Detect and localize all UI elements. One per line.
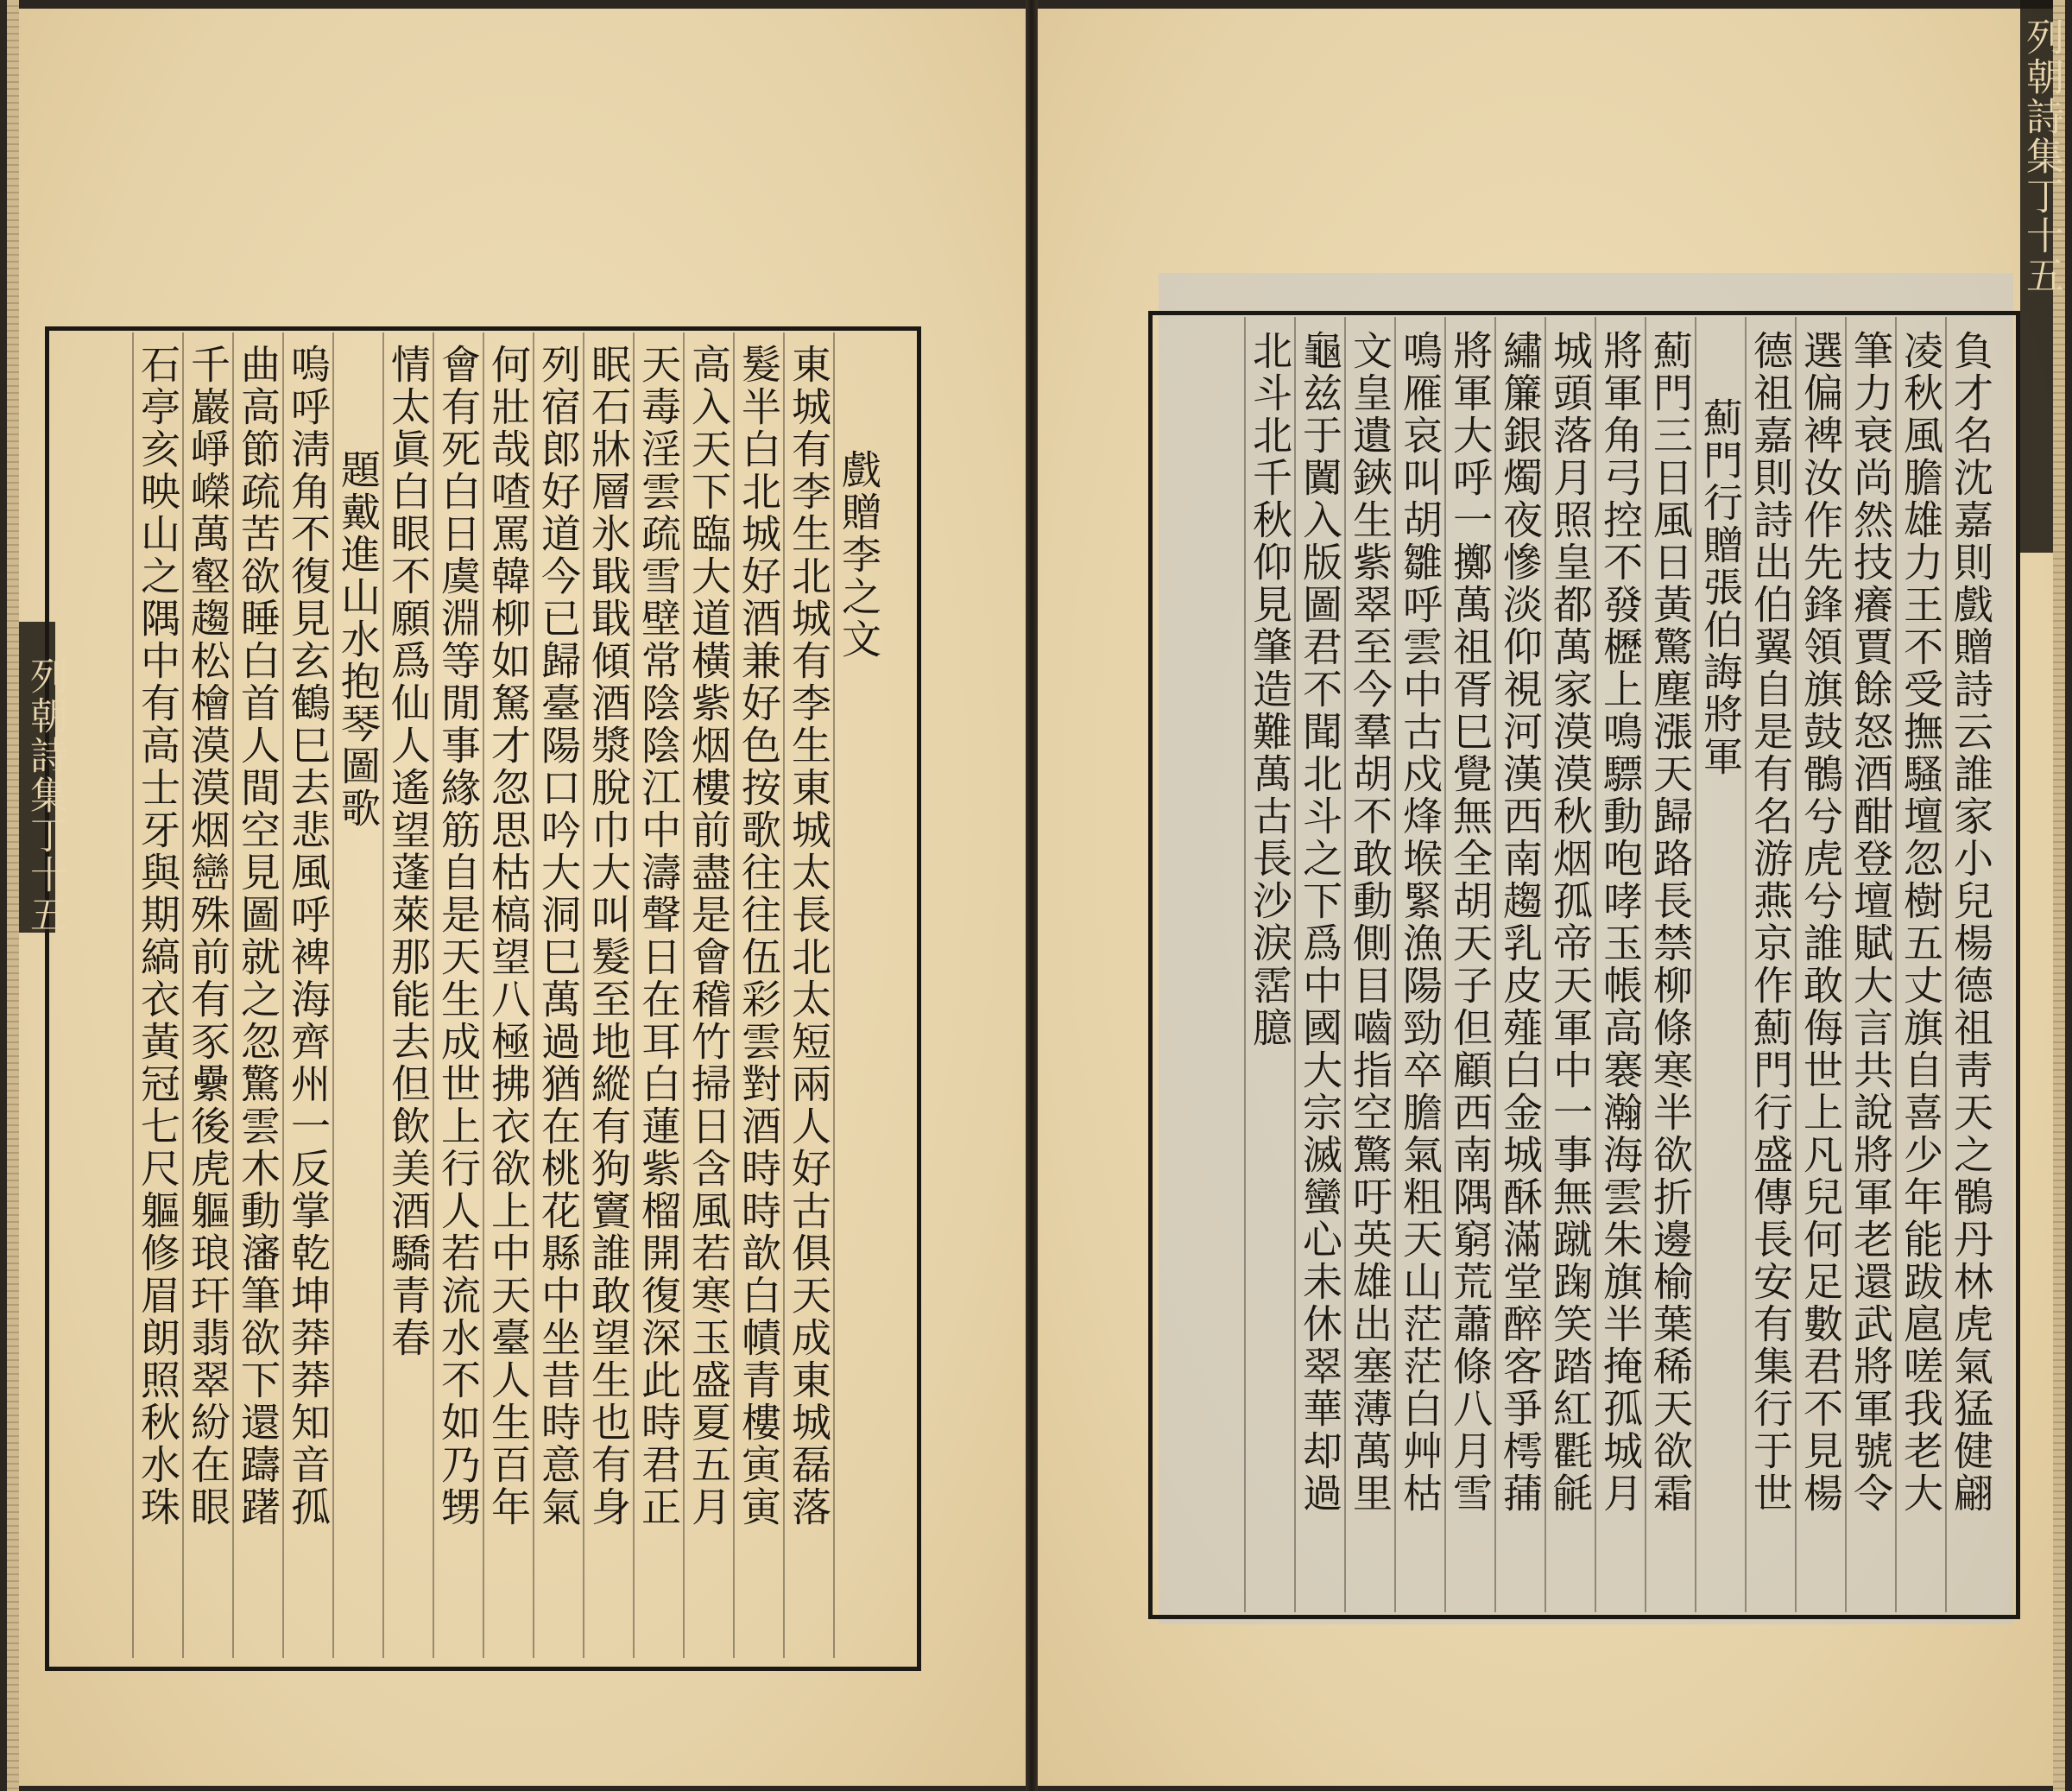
column-rule bbox=[332, 332, 334, 1658]
poem-line: 何壯哉喳罵韓柳如駑才忽思枯槁望八極拂衣欲上中天臺人生百年 bbox=[485, 344, 532, 1528]
column-rule bbox=[182, 332, 184, 1658]
poem-line: 情太眞白眼不願爲仙人遙望蓬萊那能去但飲美酒驕青春 bbox=[385, 344, 432, 1359]
column-rule bbox=[1795, 317, 1797, 1612]
column-rule bbox=[583, 332, 584, 1658]
column-rule bbox=[1545, 317, 1546, 1612]
column-rule bbox=[382, 332, 384, 1658]
poem-line: 龜兹于闐入版圖君不聞北斗之下爲中國大宗滅蠻心未休翠華却過 bbox=[1297, 330, 1343, 1515]
poem-line: 曲高節疏苦欲睡白首人間空見圖就之忽驚雲木動瀋筆欲下還躊躇 bbox=[235, 344, 281, 1528]
poem-subtitle: 題戴進山水抱琴圖歌 bbox=[335, 449, 382, 830]
poem-line: 千巖崢嶸萬壑趨松檜漠漠烟巒殊前有豕纍後虎軀琅玕翡翠紛在眼 bbox=[185, 344, 231, 1528]
poem-line: 鳴雁哀叫胡雛呼雲中古戍烽堠緊漁陽勁卒膽氣粗天山茫茫白艸枯 bbox=[1397, 330, 1443, 1515]
poem-line: 東城有李生北城有李生東城太長北太短兩人好古俱天成東城磊落 bbox=[786, 344, 832, 1528]
poem-line: 繡簾銀燭夜慘淡仰視河漢西南趨乳皮薤白金城酥滿堂醉客爭樗蒱 bbox=[1497, 330, 1544, 1515]
intro-line: 德祖嘉則詩出伯翼自是有名游燕京作薊門行盛傳長安有集行于世 bbox=[1747, 330, 1794, 1515]
poem-title: 薊門行贈張伯誨將軍 bbox=[1697, 397, 1744, 778]
book-gutter bbox=[1026, 0, 1038, 1791]
column-rule bbox=[232, 332, 234, 1658]
column-rule bbox=[1244, 317, 1246, 1612]
column-rule bbox=[733, 332, 735, 1658]
intro-line: 負才名沈嘉則戲贈詩云誰家小兒楊德祖靑天之鶻丹林虎氣猛健翩 bbox=[1948, 330, 1994, 1515]
column-rule bbox=[1945, 317, 1947, 1612]
column-rule bbox=[132, 332, 134, 1658]
poem-line: 將軍角弓控不發櫪上鳴驃動咆哮玉帳高褰瀚海雲朱旗半掩孤城月 bbox=[1597, 330, 1644, 1515]
column-rule bbox=[1595, 317, 1596, 1612]
poem-line: 薊門三日風日黃驚塵漲天歸路長禁柳條寒半欲折邊榆葉稀天欲霜 bbox=[1647, 330, 1694, 1515]
poem-line: 列宿郎好道今已歸臺陽口吟大洞巳萬過猶在桃花縣中坐昔時意氣 bbox=[535, 344, 582, 1528]
column-rule bbox=[683, 332, 685, 1658]
poem-title: 戲贈李之文 bbox=[836, 449, 882, 661]
poem-line: 眠石牀層氷戢戢傾酒漿脫巾大叫髮至地縱有狗竇誰敢望生也有身 bbox=[585, 344, 632, 1528]
column-rule bbox=[282, 332, 284, 1658]
column-rule bbox=[1745, 317, 1747, 1612]
column-rule bbox=[1294, 317, 1296, 1612]
intro-line: 筆力衰尚然技癢賈餘怒酒酣登壇賦大言共說將軍老還武將軍號令 bbox=[1848, 330, 1894, 1515]
column-rule bbox=[1494, 317, 1496, 1612]
poem-line: 北斗北千秋仰見肇造難萬古長沙淚霑臆 bbox=[1247, 330, 1293, 1049]
right-margin-text: 列朝詩集丁十五 bbox=[2019, 17, 2063, 295]
column-rule bbox=[1845, 317, 1847, 1612]
poem-line: 會有死白日虞淵等閒事緣筋自是天生成世上行人若流水不如乃甥 bbox=[435, 344, 482, 1528]
column-rule bbox=[1895, 317, 1897, 1612]
column-rule bbox=[533, 332, 534, 1658]
intro-line: 凌秋風膽雄力王不受撫騷壇忽樹五丈旗自喜少年能跋扈嗟我老大 bbox=[1898, 330, 1944, 1515]
column-rule bbox=[1444, 317, 1446, 1612]
poem-line: 文皇遺鋏生紫翠至今羣胡不敢動側目嚙指空驚吁英雄出塞薄萬里 bbox=[1347, 330, 1393, 1515]
column-rule bbox=[833, 332, 835, 1658]
column-rule bbox=[433, 332, 434, 1658]
column-rule bbox=[1645, 317, 1646, 1612]
poem-line: 城頭落月照皇都萬家漠漠秋烟孤帝天軍中一事無蹴踘笑踏紅氍毹 bbox=[1547, 330, 1594, 1515]
left-margin-text: 列朝詩集丁十五 bbox=[23, 656, 67, 934]
column-rule bbox=[1695, 317, 1696, 1612]
poem-line: 嗚呼淸角不復見玄鶴巳去悲風呼裨海齊州一反掌乾坤莽莽知音孤 bbox=[285, 344, 332, 1528]
poem-line: 髮半白北城好酒兼好色按歌往往伍彩雲對酒時時歆白幘青樓寅寅 bbox=[736, 344, 782, 1528]
column-rule bbox=[633, 332, 635, 1658]
poem-line: 將軍大呼一擲萬祖胥巳覺無全胡天子但顧西南隅窮荒蕭條八月雪 bbox=[1447, 330, 1494, 1515]
column-rule bbox=[783, 332, 785, 1658]
poem-line: 天毒淫雲疏雪壁常陰陰江中濤聲日在耳白蓮紫榴開復深此時君正 bbox=[635, 344, 682, 1528]
poem-line: 石亭亥映山之隅中有高士牙與期縞衣黃冠七尺軀修眉朗照秋水珠 bbox=[135, 344, 181, 1528]
poem-line: 高入天下臨大道橫紫烟樓前盡是會稽竹掃日含風若寒玉盛夏五月 bbox=[685, 344, 732, 1528]
intro-line: 選偏裨汝作先鋒領旗鼓鶻兮虎兮誰敢侮世上凡兒何足數君不見楊 bbox=[1797, 330, 1844, 1515]
column-rule bbox=[1394, 317, 1396, 1612]
column-rule bbox=[483, 332, 484, 1658]
column-rule bbox=[1344, 317, 1346, 1612]
